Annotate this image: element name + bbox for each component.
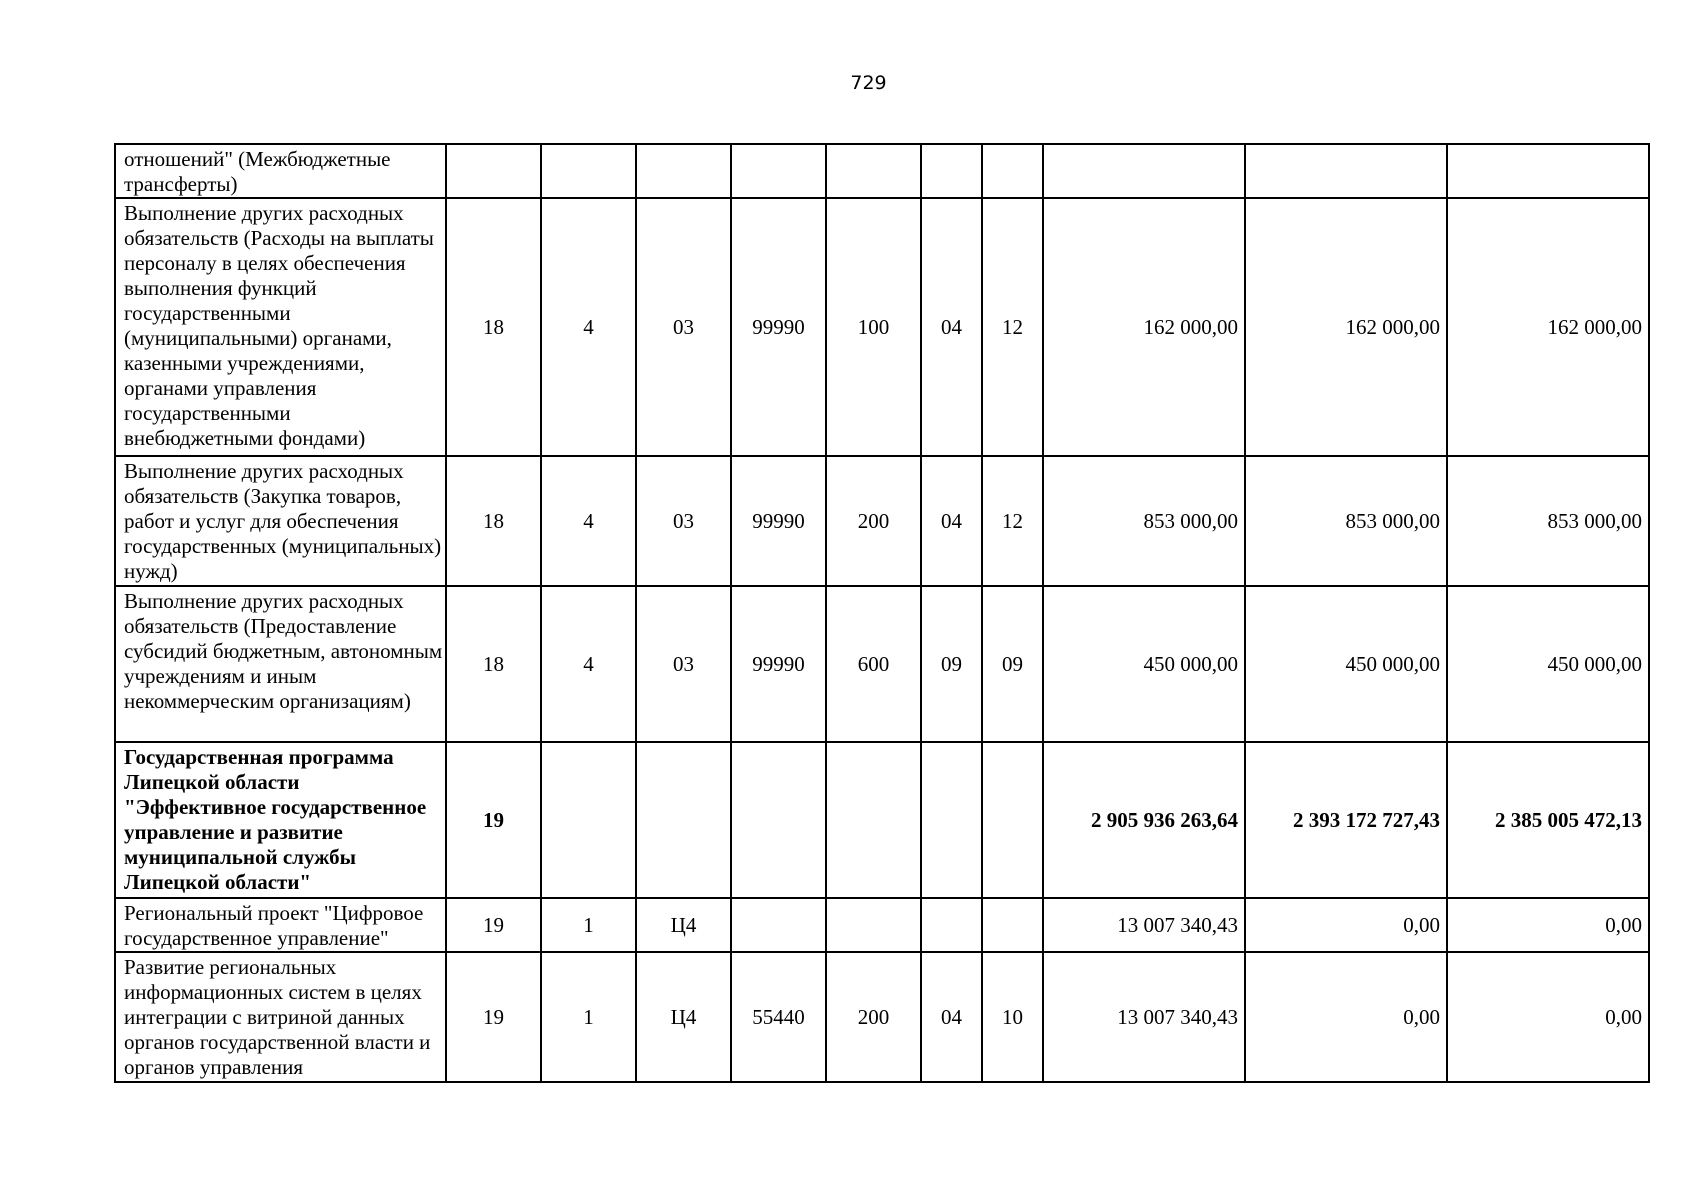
row-name: Выполнение других расходных обязательств (Закупка товаров, работ и услуг для обеспечения государственных (муниципальных) нужд) <box>115 456 446 586</box>
cell-amount-2: 0,00 <box>1245 898 1447 952</box>
cell-amount-1: 450 000,00 <box>1043 586 1245 742</box>
cell-code-5: 600 <box>826 586 921 742</box>
cell-amount-1: 2 905 936 263,64 <box>1043 742 1245 898</box>
cell-amount-2: 0,00 <box>1245 952 1447 1082</box>
cell-code-1: 18 <box>446 456 541 586</box>
cell-code-5: 200 <box>826 456 921 586</box>
table-row <box>115 198 1649 456</box>
cell-code-1 <box>446 144 541 198</box>
cell-code-4: 99990 <box>731 586 826 742</box>
cell-amount-1: 162 000,00 <box>1043 198 1245 456</box>
table-row <box>115 456 1649 586</box>
cell-code-4 <box>731 742 826 898</box>
cell-amount-1: 13 007 340,43 <box>1043 952 1245 1082</box>
cell-code-2: 4 <box>541 198 636 456</box>
cell-code-4 <box>731 898 826 952</box>
cell-amount-3: 2 385 005 472,13 <box>1447 742 1649 898</box>
table-row <box>115 898 1649 952</box>
row-name: Развитие региональных информационных систем в целях интеграции с витриной данных органов государственной власти и органов управления <box>115 952 446 1082</box>
cell-amount-3: 0,00 <box>1447 898 1649 952</box>
cell-code-3: Ц4 <box>636 898 731 952</box>
cell-code-7: 12 <box>982 456 1043 586</box>
cell-code-3: 03 <box>636 198 731 456</box>
cell-code-6: 04 <box>921 456 982 586</box>
cell-code-6 <box>921 144 982 198</box>
cell-amount-3: 450 000,00 <box>1447 586 1649 742</box>
cell-code-2 <box>541 742 636 898</box>
cell-code-7 <box>982 144 1043 198</box>
cell-code-5 <box>826 144 921 198</box>
table-row <box>115 586 1649 742</box>
row-name: Государственная программа Липецкой области "Эффективное государственное управление и развитие муниципальной службы Липецкой области" <box>115 742 446 898</box>
cell-code-5: 200 <box>826 952 921 1082</box>
cell-code-1: 19 <box>446 898 541 952</box>
cell-code-4: 55440 <box>731 952 826 1082</box>
cell-code-4: 99990 <box>731 456 826 586</box>
cell-code-2: 1 <box>541 952 636 1082</box>
cell-code-6: 09 <box>921 586 982 742</box>
cell-code-2: 1 <box>541 898 636 952</box>
cell-code-5 <box>826 898 921 952</box>
cell-code-3 <box>636 742 731 898</box>
cell-code-5: 100 <box>826 198 921 456</box>
cell-code-7: 10 <box>982 952 1043 1082</box>
table-row <box>115 952 1649 1082</box>
cell-code-6 <box>921 898 982 952</box>
cell-code-2: 4 <box>541 586 636 742</box>
row-name: Выполнение других расходных обязательств (Расходы на выплаты персоналу в целях обеспечения выполнения функций государственными (муниципальными) органами, казенными учреждениями, органами управления государственными внебюджетными фондами) <box>115 198 446 456</box>
cell-amount-3 <box>1447 144 1649 198</box>
cell-amount-1: 853 000,00 <box>1043 456 1245 586</box>
cell-code-7 <box>982 742 1043 898</box>
cell-amount-3: 162 000,00 <box>1447 198 1649 456</box>
cell-amount-2: 162 000,00 <box>1245 198 1447 456</box>
table-row <box>115 742 1649 898</box>
cell-code-2 <box>541 144 636 198</box>
cell-code-1: 19 <box>446 742 541 898</box>
cell-amount-1 <box>1043 144 1245 198</box>
cell-code-3: 03 <box>636 456 731 586</box>
cell-code-7 <box>982 898 1043 952</box>
cell-code-6: 04 <box>921 198 982 456</box>
row-name: Выполнение других расходных обязательств (Предоставление субсидий бюджетным, автономным учреждениям и иным некоммерческим организациям) <box>115 586 446 742</box>
cell-amount-2: 853 000,00 <box>1245 456 1447 586</box>
page-number: 729 <box>850 72 887 94</box>
cell-amount-3: 853 000,00 <box>1447 456 1649 586</box>
cell-code-4 <box>731 144 826 198</box>
cell-code-4: 99990 <box>731 198 826 456</box>
cell-amount-2: 2 393 172 727,43 <box>1245 742 1447 898</box>
row-name: Региональный проект "Цифровое государственное управление" <box>115 898 446 952</box>
cell-code-2: 4 <box>541 456 636 586</box>
cell-code-1: 19 <box>446 952 541 1082</box>
cell-amount-2: 450 000,00 <box>1245 586 1447 742</box>
cell-code-6 <box>921 742 982 898</box>
cell-code-6: 04 <box>921 952 982 1082</box>
cell-code-3: 03 <box>636 586 731 742</box>
row-name: отношений" (Межбюджетные трансферты) <box>115 144 446 198</box>
cell-amount-3: 0,00 <box>1447 952 1649 1082</box>
cell-amount-1: 13 007 340,43 <box>1043 898 1245 952</box>
cell-code-3 <box>636 144 731 198</box>
cell-code-3: Ц4 <box>636 952 731 1082</box>
cell-code-5 <box>826 742 921 898</box>
cell-code-1: 18 <box>446 198 541 456</box>
cell-amount-2 <box>1245 144 1447 198</box>
cell-code-7: 09 <box>982 586 1043 742</box>
cell-code-1: 18 <box>446 586 541 742</box>
budget-table <box>114 143 1650 1083</box>
table-row <box>115 144 1649 198</box>
cell-code-7: 12 <box>982 198 1043 456</box>
